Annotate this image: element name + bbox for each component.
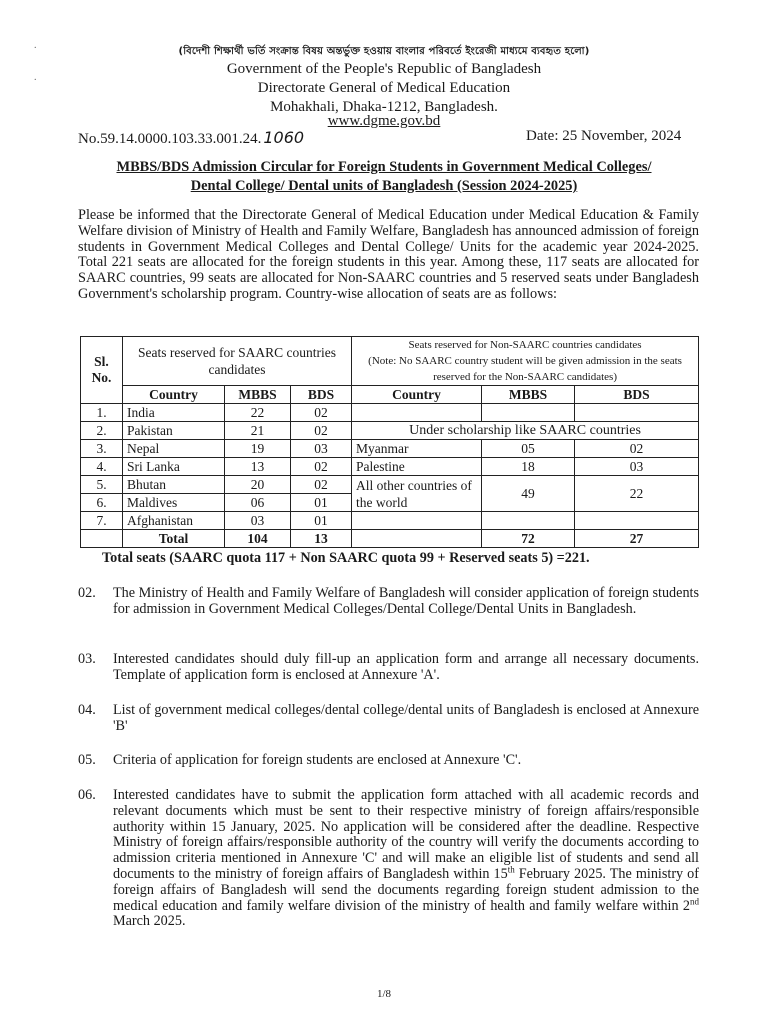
row-mbbs: 05 <box>482 440 575 458</box>
website-link[interactable]: www.dgme.gov.bd <box>327 113 441 129</box>
row-sl: 7. <box>81 512 123 530</box>
margin-mark: . <box>34 40 37 51</box>
col-country: Country <box>123 386 225 404</box>
seat-allocation-table <box>80 336 699 548</box>
row-mbbs: 18 <box>482 458 575 476</box>
org-line-2: Directorate General of Medical Education <box>257 80 511 96</box>
row-bds: 02 <box>291 458 352 476</box>
clause-text: Criteria of application for foreign students are enclosed at Annexure 'C'. <box>113 752 522 768</box>
col-country: Country <box>352 386 482 404</box>
clause-number: 03. <box>78 651 96 667</box>
ordinal-suffix: nd <box>690 895 699 906</box>
row-country: Palestine <box>352 458 482 476</box>
col-mbbs: MBBS <box>482 386 575 404</box>
row-bds: 02 <box>291 422 352 440</box>
row-bds: 02 <box>291 404 352 422</box>
row-country: All other countries of the world <box>352 476 482 512</box>
row-country: Bhutan <box>123 476 225 494</box>
row-mbbs: 03 <box>225 512 291 530</box>
row-mbbs: 21 <box>225 422 291 440</box>
org-line-3: Mohakhali, Dhaka-1212, Bangladesh. <box>270 99 498 115</box>
empty-cell <box>575 512 699 530</box>
total-label: Total <box>123 530 225 548</box>
row-sl: 3. <box>81 440 123 458</box>
row-bds: 01 <box>291 494 352 512</box>
row-sl: 2. <box>81 422 123 440</box>
non-saarc-note: (Note: No SAARC country student will be given admission in the seats reserved for the Non-SAARC candidates) <box>368 355 682 383</box>
non-saarc-total-mbbs: 72 <box>482 530 575 548</box>
empty-cell <box>482 512 575 530</box>
non-saarc-header <box>352 337 699 386</box>
clause-text-part: Interested candidates have to submit the application form attached with all academic records and relevant documents which must be sent to their respective ministry of foreign affairs/responsible authority within 15 January, 2025. No application will be considered after the deadline. Respective Ministry of foreign affairs/responsible authority of the country will verify the documents according to admission criteria mentioned in Annexure 'C' and will make an eligible list of students and send all documents to the ministry of foreign affairs of Bangladesh within 15 <box>113 787 699 882</box>
empty-cell <box>482 404 575 422</box>
table-row <box>81 458 699 476</box>
empty-cell <box>352 530 482 548</box>
table-row <box>81 404 699 422</box>
row-sl: 4. <box>81 458 123 476</box>
empty-cell <box>352 404 482 422</box>
non-saarc-header-title: Seats reserved for Non-SAARC countries candidates <box>408 339 642 351</box>
row-sl: 6. <box>81 494 123 512</box>
row-country: Nepal <box>123 440 225 458</box>
clause-number: 06. <box>78 787 96 803</box>
row-mbbs: 20 <box>225 476 291 494</box>
reference-number <box>78 128 304 148</box>
table-row <box>81 476 699 494</box>
clause-text <box>113 788 699 930</box>
row-bds: 22 <box>575 476 699 512</box>
org-line-1: Government of the People's Republic of Bangladesh <box>226 61 542 77</box>
empty-cell <box>81 530 123 548</box>
row-mbbs: 06 <box>225 494 291 512</box>
table-row <box>81 440 699 458</box>
clause-number: 05. <box>78 752 96 768</box>
row-mbbs: 13 <box>225 458 291 476</box>
row-country: Myanmar <box>352 440 482 458</box>
saarc-total-bds: 13 <box>291 530 352 548</box>
row-sl: 5. <box>81 476 123 494</box>
clause-text: The Ministry of Health and Family Welfare of Bangladesh will consider application of foreign students for admission in Government Medical Colleges/Dental College/Dental Units in Bangladesh. <box>113 585 699 617</box>
ref-number-printed: No.59.14.0000.103.33.001.24. <box>78 131 262 147</box>
saarc-header: Seats reserved for SAARC countries candidates <box>123 337 352 386</box>
table-row <box>81 422 699 440</box>
ordinal-suffix: th <box>507 864 515 875</box>
title-line-2: Dental College/ Dental units of Bangladesh (Session 2024-2025) <box>190 178 578 194</box>
intro-paragraph: Please be informed that the Directorate General of Medical Education under Medical Education & Family Welfare division of Ministry of Health and Family Welfare, Bangladesh has announced admission of foreign students in Government Medical Colleges and Dental College/ Units for the academic year 2024-2025. Total 221 seats are allocated for the foreign students in this year. Among these, 117 seats are allocated for SAARC countries, 99 seats are allocated for Non-SAARC countries and 5 reserved seats under Bangladesh Government's scholarship program. Country-wise allocation of seats are as follows: <box>78 207 699 302</box>
row-mbbs: 19 <box>225 440 291 458</box>
row-bds: 01 <box>291 512 352 530</box>
circular-title <box>0 158 768 196</box>
col-mbbs: MBBS <box>225 386 291 404</box>
row-bds: 02 <box>291 476 352 494</box>
row-bds: 02 <box>575 440 699 458</box>
clause-number: 02. <box>78 585 96 601</box>
row-bds: 03 <box>291 440 352 458</box>
total-seats-summary: Total seats (SAARC quota 117 + Non SAARC quota 99 + Reserved seats 5) =221. <box>102 550 590 566</box>
row-country: Maldives <box>123 494 225 512</box>
clause-number: 04. <box>78 702 96 718</box>
circular-date: Date: 25 November, 2024 <box>526 128 682 144</box>
non-saarc-total-bds: 27 <box>575 530 699 548</box>
col-bds: BDS <box>291 386 352 404</box>
table-row <box>81 512 699 530</box>
total-row <box>81 530 699 548</box>
row-mbbs: 49 <box>482 476 575 512</box>
row-country: Sri Lanka <box>123 458 225 476</box>
empty-cell <box>352 512 482 530</box>
title-line-1: MBBS/BDS Admission Circular for Foreign Students in Government Medical Colleges/ <box>116 159 652 175</box>
col-bds: BDS <box>575 386 699 404</box>
ref-number-handwritten: 1060 <box>263 128 305 147</box>
row-bds: 03 <box>575 458 699 476</box>
margin-mark: . <box>34 72 37 83</box>
scholarship-label: Under scholarship like SAARC countries <box>352 422 699 440</box>
row-country: Afghanistan <box>123 512 225 530</box>
clause-text-part: March 2025. <box>113 913 186 930</box>
clause-text: List of government medical colleges/dental college/dental units of Bangladesh is enclosed at Annexure 'B' <box>113 702 699 734</box>
empty-cell <box>575 404 699 422</box>
bangla-note: (বিদেশী শিক্ষার্থী ভর্তি সংক্রান্ত বিষয় অন্তর্ভুক্ত হওয়ায় বাংলার পরিবর্তে ইংরেজী মাধ্যমে ব্যবহৃত হলো) <box>178 46 590 57</box>
clause-text-part: February 2025. The ministry of foreign affairs of Bangladesh will send the documents regarding foreign student admission to the medical education and family welfare division of the ministry of health and family welfare within 2 <box>113 865 699 914</box>
row-country: Pakistan <box>123 422 225 440</box>
sl-header: Sl. No. <box>81 337 123 404</box>
row-sl: 1. <box>81 404 123 422</box>
saarc-total-mbbs: 104 <box>225 530 291 548</box>
row-country: India <box>123 404 225 422</box>
clause-text: Interested candidates should duly fill-up an application form and arrange all necessary documents. Template of application form is enclosed at Annexure 'A'. <box>113 651 699 683</box>
page-number: 1/8 <box>376 988 392 1000</box>
row-mbbs: 22 <box>225 404 291 422</box>
